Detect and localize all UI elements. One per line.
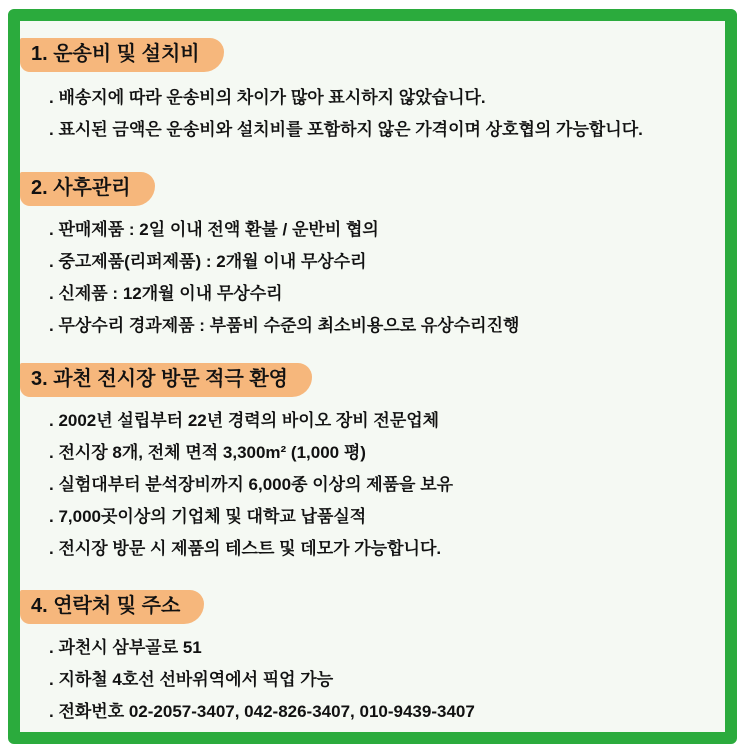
section-showroom-visit	[20, 342, 725, 565]
section-after-service-header-row	[20, 146, 725, 206]
section-showroom-visit-items	[20, 405, 725, 565]
section-shipping-install-header-row	[20, 21, 725, 72]
bullet-item: . 판매제품 : 2일 이내 전액 환불 / 운반비 협의	[49, 220, 379, 239]
section-contact-address-header-row	[20, 565, 725, 624]
section-contact-address	[20, 565, 725, 728]
section-contact-address-header-tab: 4. 연락처 및 주소	[20, 590, 204, 624]
bullet-item: . 지하철 4호선 선바위역에서 픽업 가능	[49, 670, 334, 689]
section-shipping-install-items	[20, 82, 725, 146]
bullet-item: . 중고제품(리퍼제품) : 2개월 이내 무상수리	[49, 252, 367, 271]
section-showroom-visit-header-tab: 3. 과천 전시장 방문 적극 환영	[20, 363, 312, 397]
bullet-item phone-numbers: . 전화번호 02-2057-3407, 042-826-3407, 010-9439-3407	[49, 702, 475, 721]
bullet-item: . 신제품 : 12개월 이내 무상수리	[49, 284, 283, 303]
section-shipping-install	[20, 21, 725, 146]
section-after-service	[20, 146, 725, 342]
bullet-item: . 배송지에 따라 운송비의 차이가 많아 표시하지 않았습니다.	[49, 88, 486, 107]
bullet-item: . 전시장 8개, 전체 면적 3,300m² (1,000 평)	[49, 443, 366, 462]
bullet-item: . 전시장 방문 시 제품의 테스트 및 데모가 가능합니다.	[49, 539, 442, 558]
bullet-item: . 표시된 금액은 운송비와 설치비를 포함하지 않은 가격이며 상호협의 가능합니다.	[49, 120, 643, 139]
bullet-item: . 무상수리 경과제품 : 부품비 수준의 최소비용으로 유상수리진행	[49, 316, 520, 335]
section-shipping-install-header-tab: 1. 운송비 및 설치비	[20, 38, 224, 72]
notice-panel	[8, 9, 737, 744]
bullet-item: . 2002년 설립부터 22년 경력의 바이오 장비 전문업체	[49, 411, 440, 430]
section-after-service-header-tab: 2. 사후관리	[20, 172, 155, 206]
section-after-service-items	[20, 214, 725, 342]
bullet-item: . 실험대부터 분석장비까지 6,000종 이상의 제품을 보유	[49, 475, 454, 494]
section-contact-address-items	[20, 632, 725, 728]
section-showroom-visit-header-row	[20, 342, 725, 397]
bullet-item: . 7,000곳이상의 기업체 및 대학교 납품실적	[49, 507, 367, 526]
bullet-item: . 과천시 삼부골로 51	[49, 638, 202, 657]
